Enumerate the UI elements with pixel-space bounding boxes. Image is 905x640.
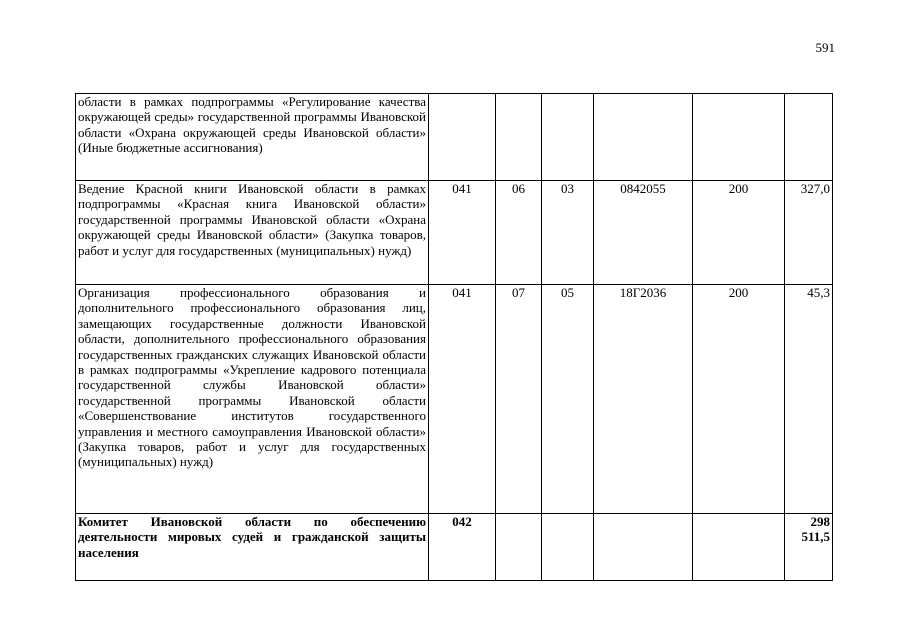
row-section-code [496, 94, 542, 181]
row-target-code [594, 94, 693, 181]
budget-table [75, 93, 833, 581]
row-subsection-code [542, 514, 594, 581]
row-target-code: 0842055 [594, 181, 693, 285]
row-expense-type [693, 514, 785, 581]
row-subsection-code: 03 [542, 181, 594, 285]
row-section-code: 06 [496, 181, 542, 285]
row-amount: 327,0 [785, 181, 833, 285]
row-expense-type: 200 [693, 181, 785, 285]
row-description: Организация профессионального образования и дополнительного профессионального образования лиц, замещающих государственные должности Ивановской области, дополнительного профессионального образования государственных гражданских служащих Ивановской области в рамках подпрограммы «Укрепление кадрового потенциала государственной службы Ивановской области» государственной программы Ивановской области «Совершенствование институтов государственного управления и местного самоуправления Ивановской области» (Закупка товаров, работ и услуг для государственных (муниципальных) нужд) [76, 285, 429, 514]
page-number: 591 [815, 40, 835, 55]
row-description: области в рамках подпрограммы «Регулирование качества окружающей среды» государственной программы Ивановской области «Охрана окружающей среды Ивановской области» (Иные бюджетные ассигнования) [76, 94, 429, 181]
row-amount: 45,3 [785, 285, 833, 514]
row-admin-code: 041 [429, 181, 496, 285]
row-amount [785, 94, 833, 181]
row-amount: 298 511,5 [785, 514, 833, 581]
row-subsection-code: 05 [542, 285, 594, 514]
row-target-code [594, 514, 693, 581]
table-row [76, 285, 833, 514]
row-description: Комитет Ивановской области по обеспечению деятельности мировых судей и гражданской защиты населения [76, 514, 429, 581]
row-section-code [496, 514, 542, 581]
row-admin-code [429, 94, 496, 181]
row-section-code: 07 [496, 285, 542, 514]
row-subsection-code [542, 94, 594, 181]
row-expense-type [693, 94, 785, 181]
row-admin-code: 041 [429, 285, 496, 514]
row-expense-type: 200 [693, 285, 785, 514]
row-admin-code: 042 [429, 514, 496, 581]
table-row [76, 181, 833, 285]
row-description: Ведение Красной книги Ивановской области в рамках подпрограммы «Красная книга Ивановской области» государственной программы Ивановской области «Охрана окружающей среды Ивановской области» (Закупка товаров, работ и услуг для государственных (муниципальных) нужд) [76, 181, 429, 285]
row-target-code: 18Г2036 [594, 285, 693, 514]
table-row [76, 514, 833, 581]
table-row [76, 94, 833, 181]
